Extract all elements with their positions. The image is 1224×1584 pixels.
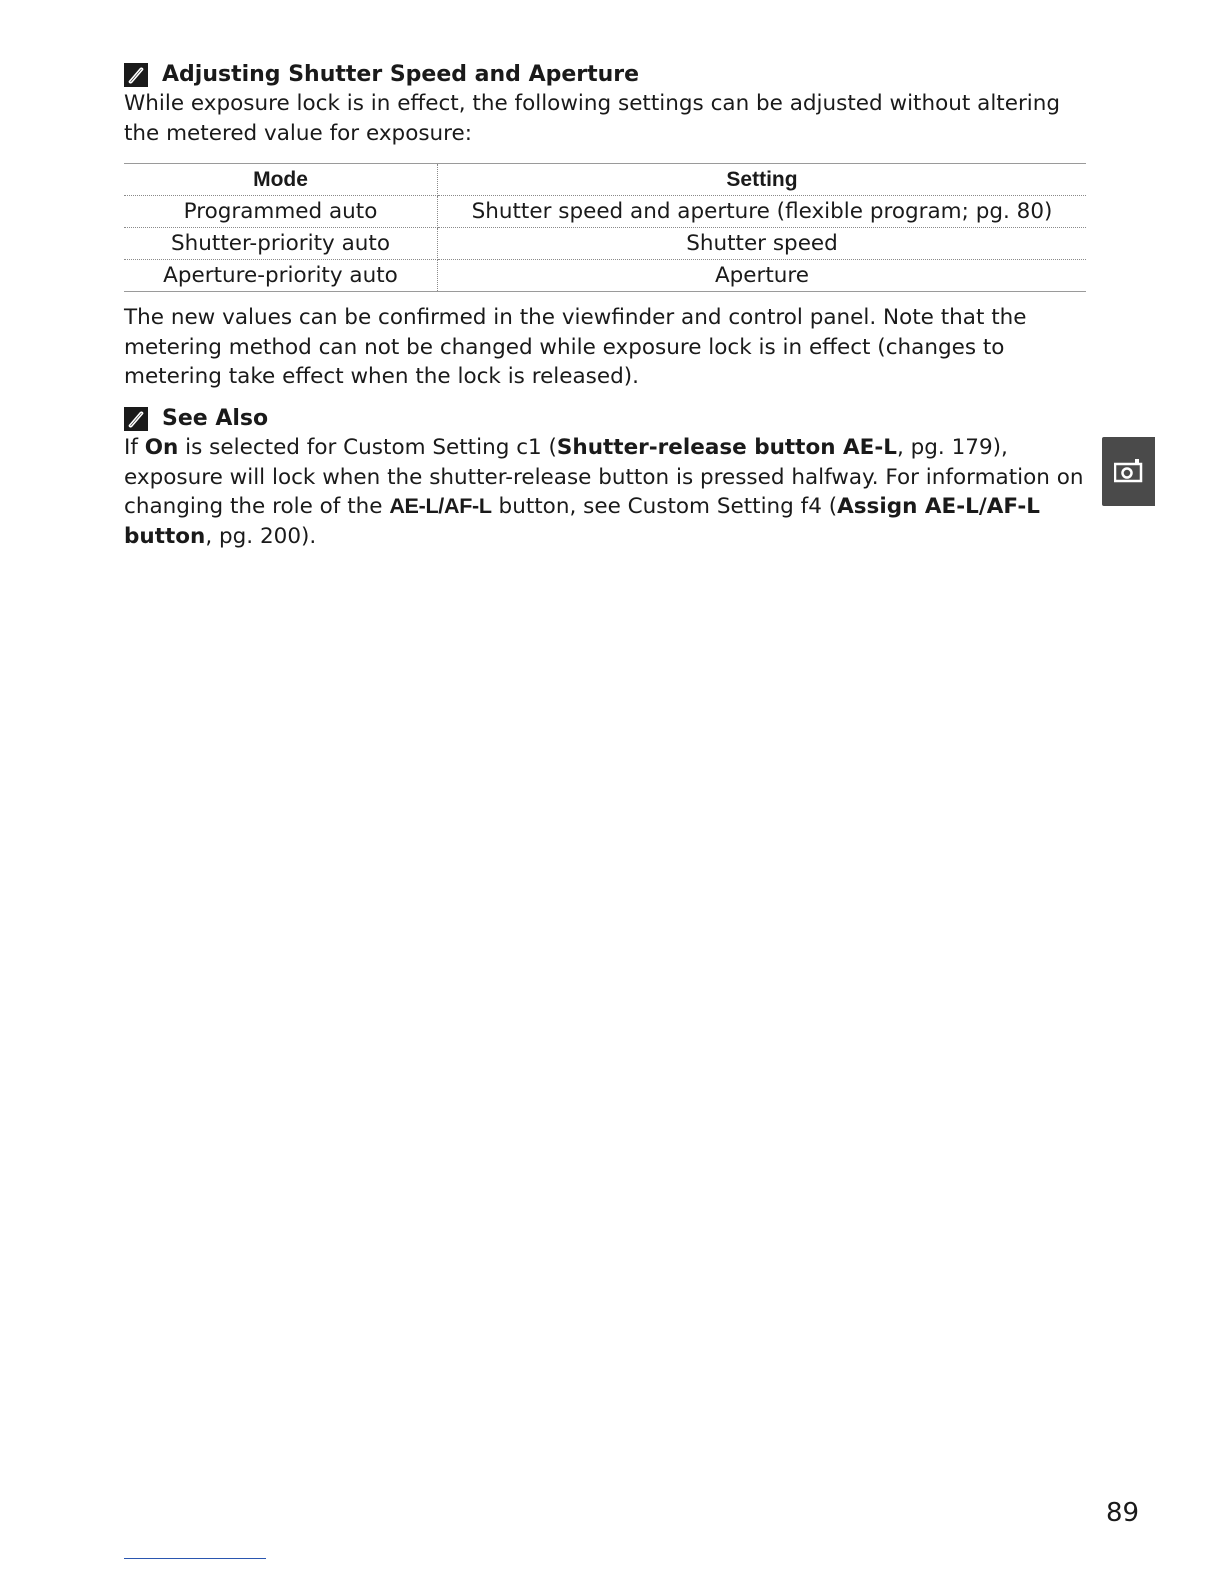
f4-setting-name: Assign AE-L/AF-L button [124, 494, 1040, 549]
setting-cell: Shutter speed [438, 228, 1087, 260]
pencil-note-icon [124, 63, 148, 87]
see-also-paragraph [124, 433, 1086, 551]
table-row [124, 196, 1086, 228]
pencil-note-icon [124, 407, 148, 431]
text-run: is selected for Custom Setting c1 ( [178, 435, 557, 460]
note-see-also [124, 405, 1086, 551]
header-setting: Setting [438, 164, 1087, 196]
text-run: , pg. 200). [205, 523, 317, 549]
table-header-row [124, 164, 1086, 196]
setting-cell: Shutter speed and aperture (flexible program; pg. 80) [438, 196, 1087, 228]
text-run: If [124, 435, 145, 460]
mode-cell: Programmed auto [124, 196, 438, 228]
page-number: 89 [1106, 1498, 1140, 1528]
confirm-paragraph-block [124, 303, 1086, 392]
setting-cell: Aperture [438, 260, 1087, 292]
header-mode: Mode [124, 164, 438, 196]
chapter-tab [1102, 437, 1155, 506]
note-heading [124, 405, 1086, 433]
footer-divider [124, 1558, 266, 1559]
c1-setting-name: Shutter-release button AE-L [556, 435, 897, 460]
settings-table [124, 163, 1086, 292]
mode-cell: Shutter-priority auto [124, 228, 438, 260]
table-row [124, 260, 1086, 292]
on-option: On [144, 435, 179, 460]
text-run: button, see Custom Setting f4 ( [491, 494, 838, 519]
text-run: , pg. 179), exposure will lock when the shutter-release button is pressed halfway. For information on changing the role of the [124, 435, 1084, 519]
table-row [124, 228, 1086, 260]
note-intro: While exposure lock is in effect, the following settings can be adjusted without altering the metered value for exposure: [124, 91, 1061, 146]
note-heading [124, 61, 1086, 89]
note-title: See Also [162, 406, 269, 431]
camera-icon [1114, 459, 1144, 483]
confirm-paragraph: The new values can be confirmed in the viewfinder and control panel. Note that the metering method can not be changed while exposure lock is in effect (changes to metering take effect when the lock is released). [124, 305, 1027, 389]
note-adjusting [124, 61, 1086, 148]
note-title: Adjusting Shutter Speed and Aperture [162, 62, 640, 87]
ae-af-button-name: AE-L/AF-L [389, 494, 492, 518]
mode-cell: Aperture-priority auto [124, 260, 438, 292]
